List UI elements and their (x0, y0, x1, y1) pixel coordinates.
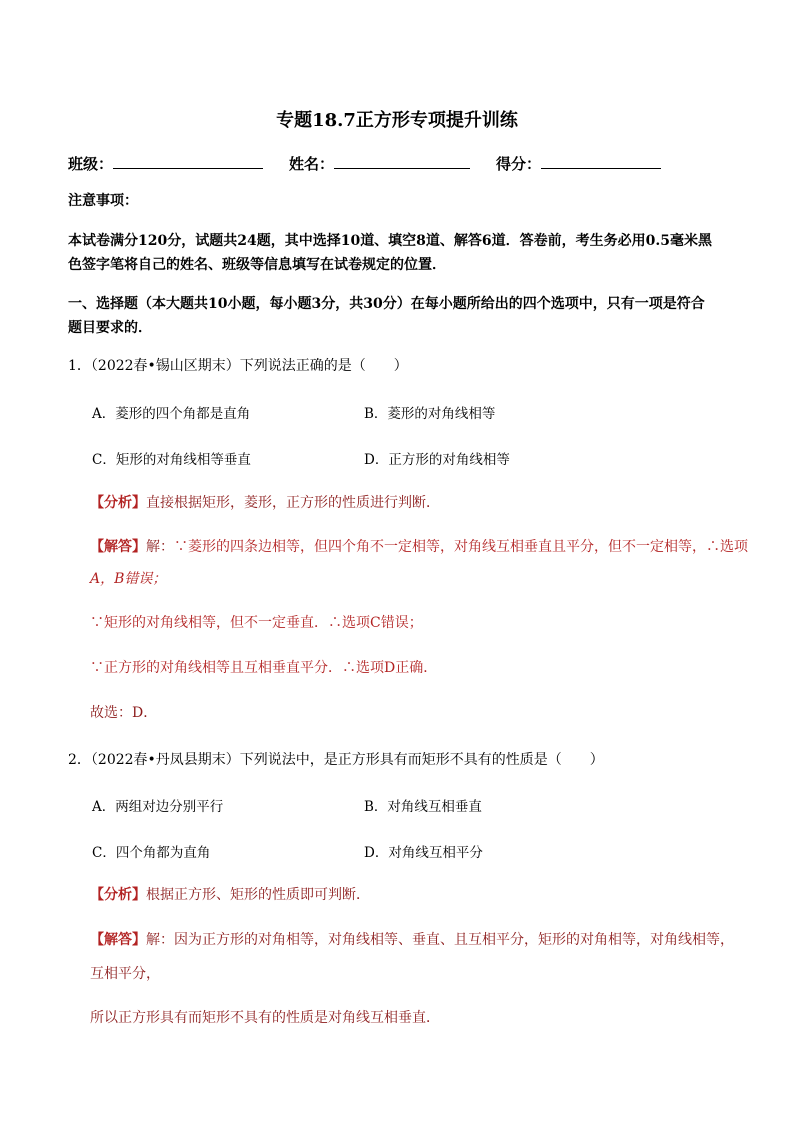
q2-option-d: D．对角线互相平分 (364, 845, 483, 861)
q1-answer-line-4: ∵正方形的对角线相等且互相垂直平分．∴选项D正确． (90, 660, 438, 676)
q1-option-b: B．菱形的对角线相等 (364, 406, 496, 422)
q2-answer-prefix: 解： (146, 932, 174, 948)
q2-option-a: A．两组对边分别平行 (92, 799, 224, 815)
q1-answer-tag: 【解答】 (90, 539, 146, 555)
document-title: 专题18.7正方形专项提升训练 (276, 110, 518, 131)
q1-answer-line-1 (90, 538, 748, 556)
class-label: 班级： (68, 155, 114, 173)
q2-analysis-tag: 【分析】 (90, 887, 146, 903)
q1-answer-line-2: A，B错误； (90, 571, 167, 587)
q1-analysis-tag: 【分析】 (90, 495, 146, 511)
notice-heading: 注意事项： (68, 193, 138, 209)
q2-analysis-text: 根据正方形、矩形的性质即可判断． (146, 887, 370, 903)
class-blank[interactable] (113, 154, 263, 169)
q1-stem: 1．（2022春•锡山区期末）下列说法正确的是（ ） (68, 358, 408, 374)
q1-analysis-text: 直接根据矩形，菱形，正方形的性质进行判断． (146, 495, 440, 511)
q2-answer-tag: 【解答】 (90, 932, 146, 948)
section-heading-line-1: 一、选择题（本大题共10小题，每小题3分，共30分）在每小题所给出的四个选项中，只有一项是符合 (68, 296, 705, 312)
section-heading-line-2: 题目要求的． (68, 320, 152, 336)
q1-analysis (90, 494, 440, 512)
q1-option-a: A．菱形的四个角都是直角 (92, 406, 251, 422)
name-label: 姓名： (289, 155, 335, 173)
q2-answer-text-1: 因为正方形的对角相等，对角线相等、垂直、且互相平分，矩形的对角相等，对角线相等， (174, 932, 734, 948)
q2-option-c: C．四个角都为直角 (92, 845, 211, 861)
q1-conclusion: 故选：D． (90, 705, 158, 721)
notice-line-2: 色签字笔将自己的姓名、班级等信息填写在试卷规定的位置． (68, 257, 446, 273)
q1-answer-text-1: ∵菱形的四条边相等，但四个角不一定相等，对角线互相垂直且平分，但不一定相等，∴选项 (174, 539, 748, 555)
score-label: 得分： (496, 155, 542, 173)
q2-answer-line-1 (90, 931, 734, 949)
name-blank[interactable] (334, 154, 470, 169)
q2-analysis (90, 886, 370, 904)
q2-answer-line-2: 互相平分， (90, 966, 160, 982)
q2-option-b: B．对角线互相垂直 (364, 799, 482, 815)
score-blank[interactable] (541, 154, 661, 169)
notice-line-1: 本试卷满分120分，试题共24题，其中选择10道、填空8道、解答6道．答卷前，考生务必用0.5毫米黑 (68, 233, 713, 249)
q1-option-d: D．正方形的对角线相等 (364, 452, 510, 468)
q1-answer-line-3: ∵矩形的对角线相等，但不一定垂直．∴选项C错误； (90, 615, 423, 631)
header-fields (68, 154, 661, 173)
q1-option-c: C．矩形的对角线相等垂直 (92, 452, 251, 468)
q2-stem: 2．（2022春•丹凤县期末）下列说法中，是正方形具有而矩形不具有的性质是（ ） (68, 752, 604, 768)
q2-answer-line-3: 所以正方形具有而矩形不具有的性质是对角线互相垂直． (90, 1010, 440, 1026)
q1-answer-prefix: 解： (146, 539, 174, 555)
